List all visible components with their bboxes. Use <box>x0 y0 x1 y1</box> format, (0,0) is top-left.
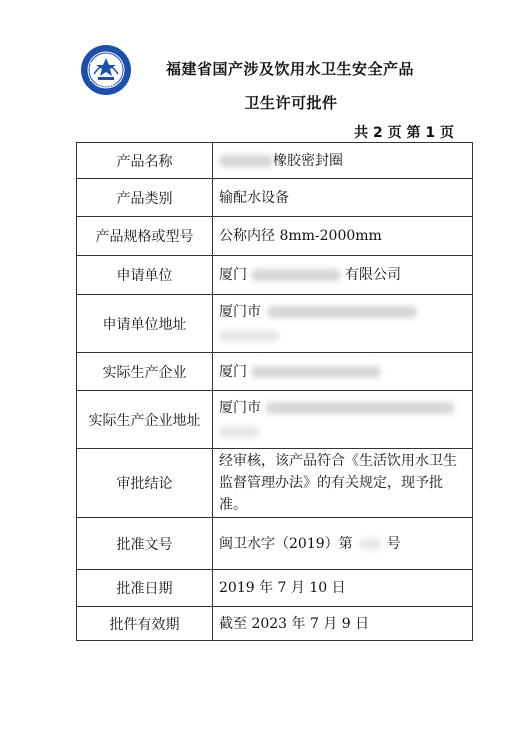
value-manufacturer-address: 厦门市 <box>213 391 473 449</box>
value-product-spec: 公称内径 8mm-2000mm <box>213 217 473 256</box>
value-product-category: 输配水设备 <box>213 179 473 217</box>
label-product-category: 产品类别 <box>77 179 213 217</box>
redacted-text <box>251 269 341 281</box>
value-approval-conclusion: 经审核，该产品符合《生活饮用水卫生监督管理办法》的有关规定，现予批准。 <box>213 449 473 518</box>
label-validity-period: 批件有效期 <box>77 607 213 641</box>
label-manufacturer-address: 实际生产企业地址 <box>77 391 213 449</box>
table-row <box>77 179 473 217</box>
value-approval-number: 闽卫水字（2019）第 号 <box>213 518 473 570</box>
label-applicant-address: 申请单位地址 <box>77 295 213 353</box>
redacted-text <box>359 538 381 550</box>
redacted-text <box>265 402 455 414</box>
label-manufacturer: 实际生产企业 <box>77 353 213 391</box>
table-row <box>77 217 473 256</box>
redacted-text <box>251 366 381 378</box>
table-row <box>77 295 473 353</box>
redacted-text <box>219 155 273 167</box>
value-approval-date: 2019 年 7 月 10 日 <box>213 570 473 607</box>
redacted-text <box>267 306 417 318</box>
page-info: 共 2 页 第 1 页 <box>354 125 454 141</box>
redacted-text <box>219 330 279 342</box>
redacted-text <box>219 426 259 438</box>
label-applicant: 申请单位 <box>77 256 213 295</box>
table-row <box>77 607 473 641</box>
table-row <box>77 391 473 449</box>
label-approval-number: 批准文号 <box>77 518 213 570</box>
table-row <box>77 518 473 570</box>
value-product-name: 橡胶密封圈 <box>213 143 473 179</box>
table-row <box>77 256 473 295</box>
label-product-spec: 产品规格或型号 <box>77 217 213 256</box>
table-row <box>77 353 473 391</box>
approval-form-table <box>76 142 473 641</box>
label-approval-conclusion: 审批结论 <box>77 449 213 518</box>
document-subtitle: 卫生许可批件 <box>244 94 338 112</box>
value-applicant: 厦门 有限公司 <box>213 256 473 295</box>
value-applicant-address: 厦门市 <box>213 295 473 353</box>
table-row <box>77 143 473 179</box>
value-manufacturer: 厦门 <box>213 353 473 391</box>
document-title: 福建省国产涉及饮用水卫生安全产品 <box>165 60 414 78</box>
label-approval-date: 批准日期 <box>77 570 213 607</box>
table-row <box>77 570 473 607</box>
label-product-name: 产品名称 <box>77 143 213 179</box>
table-row <box>77 449 473 518</box>
value-validity-period: 截至 2023 年 7 月 9 日 <box>213 607 473 641</box>
